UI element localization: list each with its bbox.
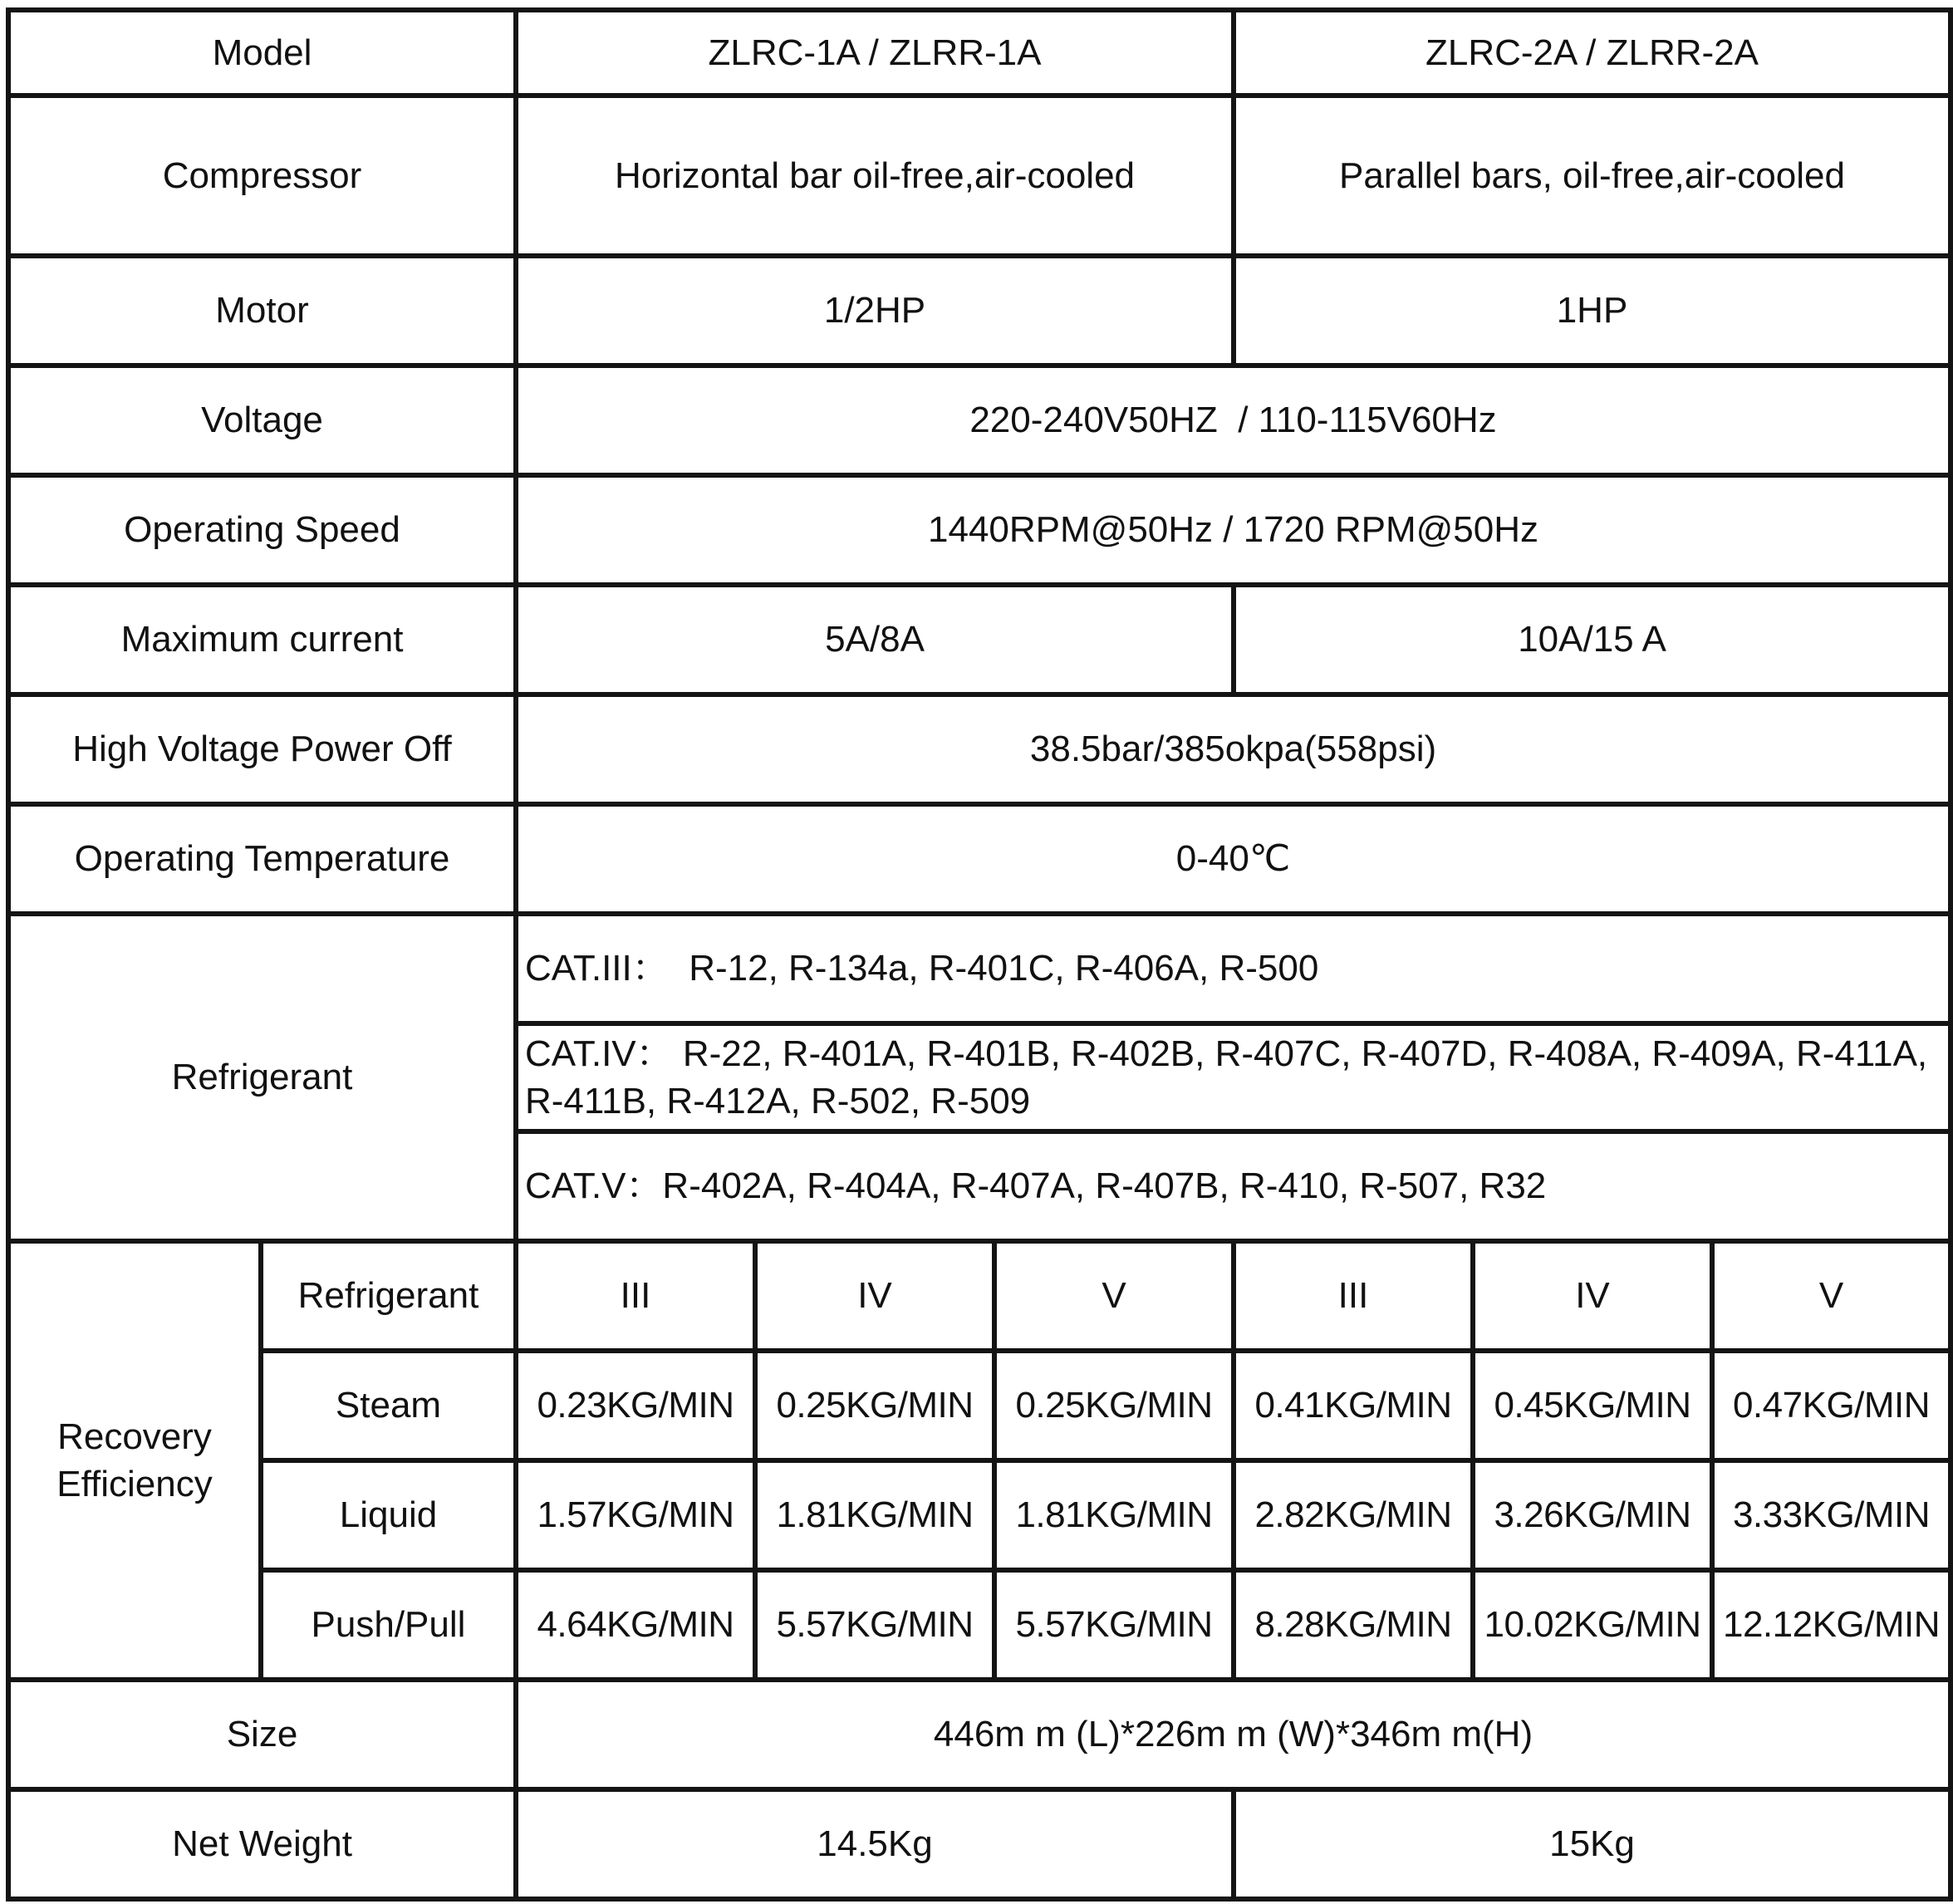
compressor-label: Compressor [8,96,516,256]
row-recovery-push-pull [8,1570,1951,1680]
row-refrigerant-cat3 [8,914,1951,1023]
model-a: ZLRC-1A / ZLRR-1A [516,10,1234,96]
steam-value: 0.47KG/MIN [1712,1351,1951,1460]
steam-label: Steam [261,1351,516,1460]
row-operating-temperature [8,804,1951,914]
row-recovery-header [8,1241,1951,1351]
compressor-b: Parallel bars, oil-free,air-cooled [1234,96,1951,256]
steam-value: 0.41KG/MIN [1234,1351,1473,1460]
row-voltage [8,366,1951,475]
row-max-current [8,585,1951,694]
row-recovery-steam [8,1351,1951,1460]
recovery-class-5: IV [1473,1241,1712,1351]
recovery-class-4: III [1234,1241,1473,1351]
model-b: ZLRC-2A / ZLRR-2A [1234,10,1951,96]
push-pull-value: 5.57KG/MIN [994,1570,1234,1680]
push-pull-value: 12.12KG/MIN [1712,1570,1951,1680]
liquid-value: 1.81KG/MIN [755,1460,994,1570]
spec-table [6,7,1953,1902]
row-model [8,10,1951,96]
current-b: 10A/15 A [1234,585,1951,694]
current-label: Maximum current [8,585,516,694]
recovery-label: Recovery Efficiency [8,1241,261,1680]
op-temp-value: 0-40℃ [516,804,1951,914]
steam-value: 0.25KG/MIN [755,1351,994,1460]
row-net-weight [8,1789,1951,1899]
push-pull-value: 4.64KG/MIN [516,1570,755,1680]
recovery-class-6: V [1712,1241,1951,1351]
op-temp-label: Operating Temperature [8,804,516,914]
push-pull-value: 5.57KG/MIN [755,1570,994,1680]
steam-value: 0.25KG/MIN [994,1351,1234,1460]
push-pull-label: Push/Pull [261,1570,516,1680]
recovery-class-2: IV [755,1241,994,1351]
recovery-class-1: III [516,1241,755,1351]
row-hv-power-off [8,694,1951,804]
hv-power-off-label: High Voltage Power Off [8,694,516,804]
refrigerant-label: Refrigerant [8,914,516,1241]
net-weight-b: 15Kg [1234,1789,1951,1899]
recovery-header-label: Refrigerant [261,1241,516,1351]
motor-b: 1HP [1234,256,1951,366]
size-value: 446m m (L)*226m m (W)*346m m(H) [516,1680,1951,1789]
motor-a: 1/2HP [516,256,1234,366]
net-weight-label: Net Weight [8,1789,516,1899]
row-recovery-liquid [8,1460,1951,1570]
steam-value: 0.23KG/MIN [516,1351,755,1460]
hv-power-off-value: 38.5bar/385okpa(558psi) [516,694,1951,804]
refrigerant-cat4: CAT.IV： R-22, R-401A, R-401B, R-402B, R-407C, R-407D, R-408A, R-409A, R-411A, R-411B, R-412A, R-502, R-509 [516,1023,1951,1131]
liquid-value: 3.33KG/MIN [1712,1460,1951,1570]
liquid-value: 2.82KG/MIN [1234,1460,1473,1570]
liquid-label: Liquid [261,1460,516,1570]
row-operating-speed [8,475,1951,585]
compressor-a: Horizontal bar oil-free,air-cooled [516,96,1234,256]
model-label: Model [8,10,516,96]
refrigerant-cat5: CAT.V：R-402A, R-404A, R-407A, R-407B, R-410, R-507, R32 [516,1131,1951,1241]
motor-label: Motor [8,256,516,366]
push-pull-value: 8.28KG/MIN [1234,1570,1473,1680]
size-label: Size [8,1680,516,1789]
row-motor [8,256,1951,366]
voltage-label: Voltage [8,366,516,475]
voltage-value: 220-240V50HZ / 110-115V60Hz [516,366,1951,475]
liquid-value: 3.26KG/MIN [1473,1460,1712,1570]
recovery-class-3: V [994,1241,1234,1351]
speed-label: Operating Speed [8,475,516,585]
row-compressor [8,96,1951,256]
liquid-value: 1.57KG/MIN [516,1460,755,1570]
liquid-value: 1.81KG/MIN [994,1460,1234,1570]
net-weight-a: 14.5Kg [516,1789,1234,1899]
steam-value: 0.45KG/MIN [1473,1351,1712,1460]
current-a: 5A/8A [516,585,1234,694]
speed-value: 1440RPM@50Hz / 1720 RPM@50Hz [516,475,1951,585]
refrigerant-cat3: CAT.III： R-12, R-134a, R-401C, R-406A, R-500 [516,914,1951,1023]
push-pull-value: 10.02KG/MIN [1473,1570,1712,1680]
row-size [8,1680,1951,1789]
